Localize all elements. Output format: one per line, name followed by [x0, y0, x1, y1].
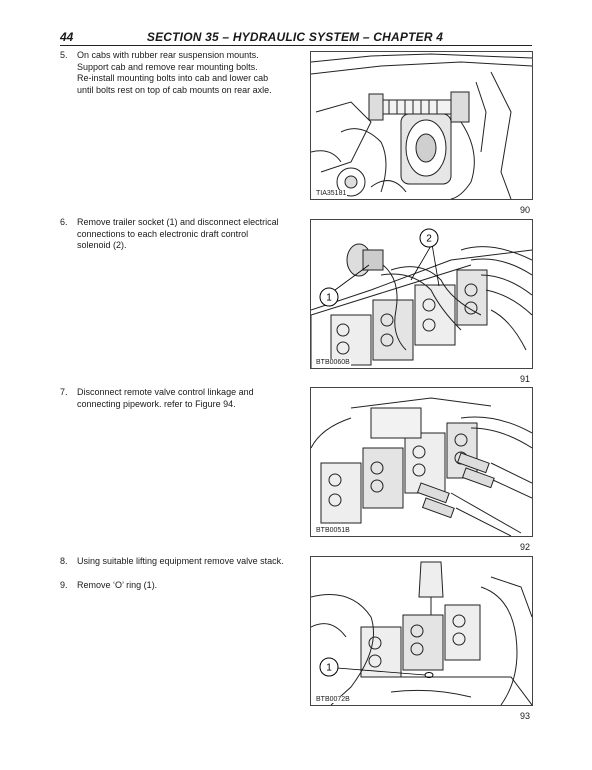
step-number: 6.: [60, 217, 68, 227]
step-line: Remove ‘O’ ring (1).: [77, 580, 158, 590]
figure-code: BTB0060B: [316, 359, 350, 366]
header-rule: [60, 45, 532, 46]
step-line: Using suitable lifting equipment remove valve stack.: [77, 556, 284, 566]
step-9: [60, 580, 284, 592]
step-line: Re-install mounting bolts into cab and lower cab until bolts rest on top of cab mounts on rear axle.: [77, 73, 272, 95]
step-number: 9.: [60, 580, 68, 590]
figure-code: BTB0072B: [316, 696, 350, 703]
figure-number: 92: [519, 542, 530, 552]
figure-code: BTB0051B: [316, 527, 350, 534]
figure-91: [310, 219, 533, 369]
figure-93: [310, 556, 533, 706]
figure-number: 91: [519, 374, 530, 384]
figure-code: TIA35181: [316, 190, 347, 197]
step-line: Support cab and remove rear mounting bolts.: [77, 61, 258, 72]
figure-90: [310, 51, 533, 200]
callout-1: [320, 658, 338, 676]
step-7: [60, 387, 284, 410]
page-number: 44: [60, 30, 74, 44]
step-number: 7.: [60, 387, 68, 397]
callout-2: [420, 229, 438, 247]
step-number: 5.: [60, 50, 68, 60]
step-line: Disconnect remote valve control linkage and connecting pipework. refer to Figure 94.: [77, 387, 254, 409]
page-header: [60, 30, 530, 46]
step-line: Remove trailer socket (1) and disconnect electrical connections to each electronic draft control solenoid (2).: [77, 217, 279, 251]
step-6: [60, 217, 284, 252]
step-5: [60, 50, 284, 96]
svg-text:2: 2: [426, 233, 432, 245]
step-8: [60, 556, 284, 568]
cab-mount-illustration: [311, 52, 532, 199]
step-number: 8.: [60, 556, 68, 566]
figure-number: 90: [519, 205, 530, 215]
figure-92: [310, 387, 533, 537]
section-title: SECTION 35 – HYDRAULIC SYSTEM – CHAPTER 4: [146, 30, 444, 44]
svg-text:1: 1: [326, 292, 332, 304]
callout-1: [320, 288, 338, 306]
figure-number: 93: [519, 711, 530, 721]
step-line: On cabs with rubber rear suspension mounts.: [77, 50, 259, 60]
svg-text:1: 1: [326, 662, 332, 674]
remote-valve-linkage-illustration: [311, 388, 532, 536]
valve-stack-removal-illustration: [311, 557, 532, 705]
valve-stack-wiring-illustration: [311, 220, 532, 368]
